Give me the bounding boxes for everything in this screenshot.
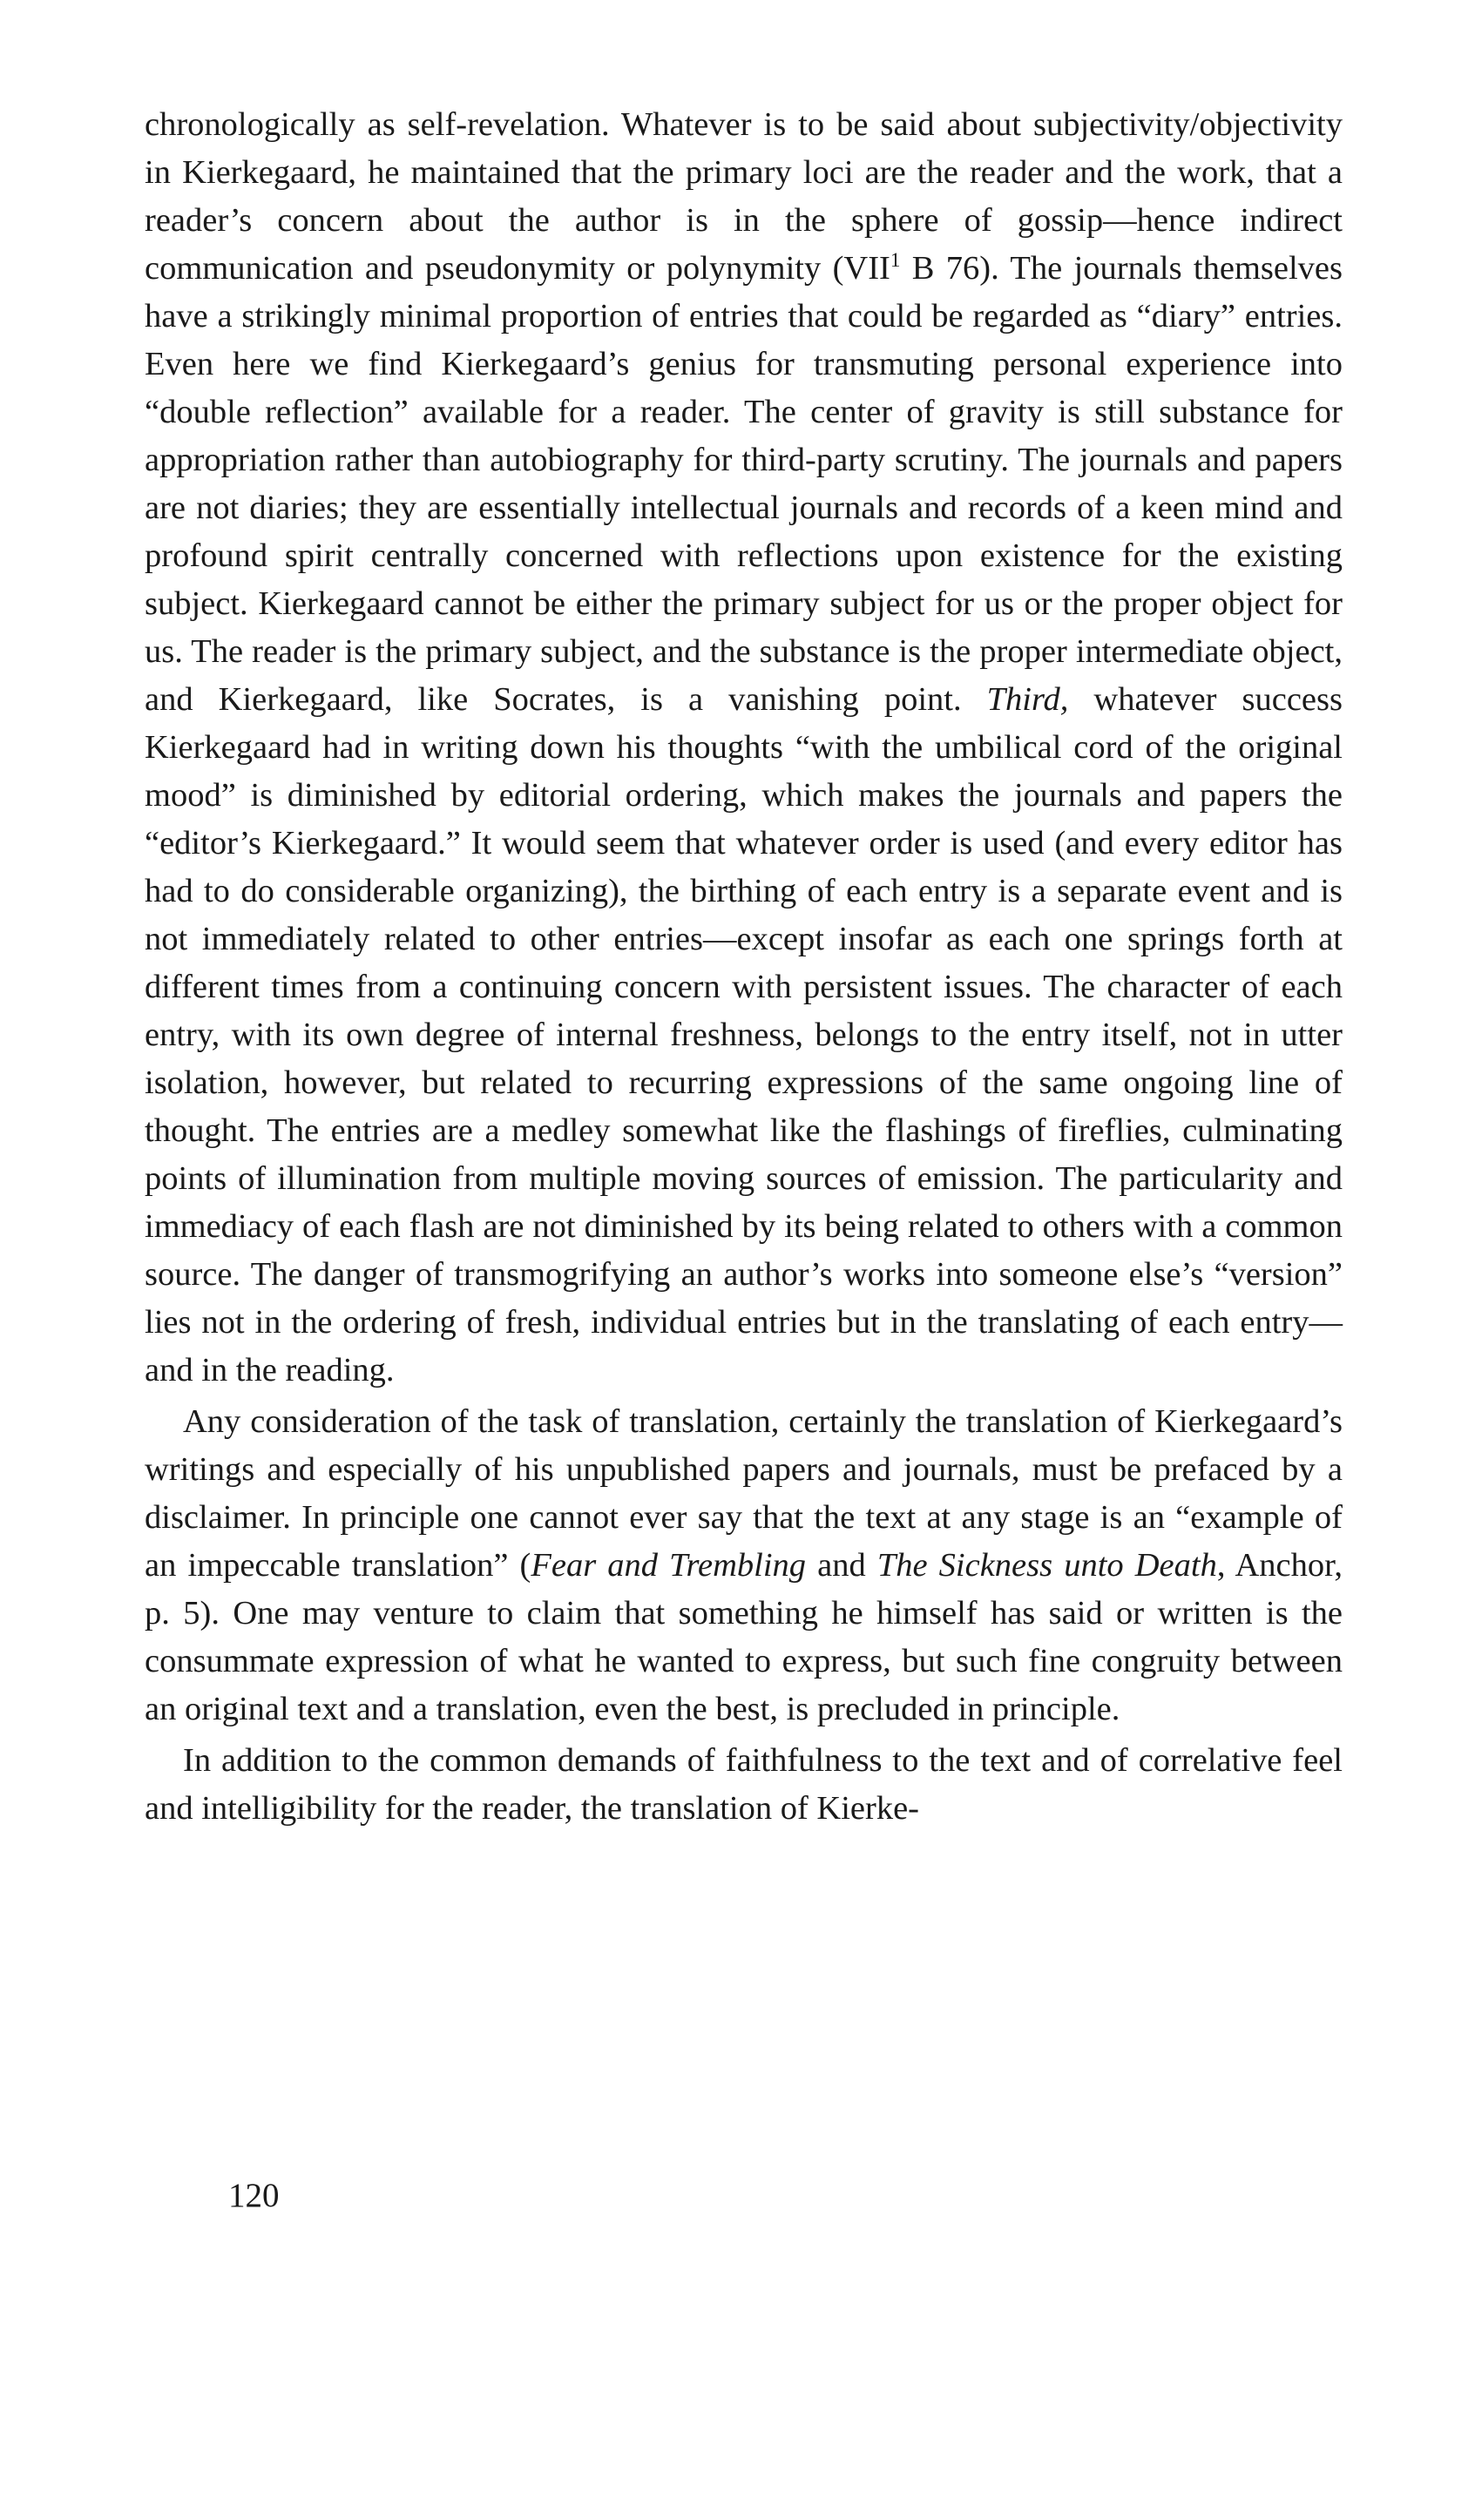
body-paragraph-1 <box>145 101 1343 1395</box>
paragraph-1-text-c: whatever success Kierkegaard had in writing down his thoughts “with the umbilical cord of the original mood” is diminished by editorial ordering, which makes the journals and papers the “editor’s Kierkegaard.” It would seem that whatever order is used (and every editor has had to do considerable organizing), the birthing of each entry is a separate event and is not immediately related to other entries—except insofar as each one springs forth at different times from a continuing concern with persistent issues. The character of each entry, with its own degree of internal freshness, belongs to the entry itself, not in utter isolation, however, but related to recurring expressions of the same ongoing line of thought. The entries are a medley somewhat like the flashings of fireflies, culminating points of illumination from multiple moving sources of emission. The particularity and immediacy of each flash are not diminished by its being related to others with a common source. The danger of transmogrifying an author’s works into someone else’s “version” lies not in the ordering of fresh, individual entries but in the translating of each entry—and in the reading. <box>145 681 1343 1388</box>
paragraph-2-text-a: Any consideration of the task of translation, certainly the translation of Kierkegaard’s writings and especially of his unpublished papers and journals, must be prefaced by a disclaimer. In principle one cannot ever say that the text at any stage is an “example of an impeccable translation” ( <box>145 1403 1343 1584</box>
paragraph-1-text-a: chronologically as self-revelation. Whatever is to be said about subjectivity/objectivity in Kierkegaard, he maintained that the primary loci are the reader and the work, that a reader’s concern about the author is in the sphere of gossip—hence indirect communication and pseudonymity or polynymity (VII <box>145 106 1343 287</box>
body-paragraph-3 <box>145 1737 1343 1833</box>
paragraph-2-italic-title-2: The Sickness unto Death <box>876 1547 1217 1584</box>
paragraph-2-italic-title-1: Fear and Trembling <box>531 1547 807 1584</box>
paragraph-3-text: In addition to the common demands of faithfulness to the text and of correlative feel and intelligibility for the reader, the translation of Kierke- <box>145 1742 1343 1827</box>
page-body <box>145 101 1343 1833</box>
paragraph-2-text-c: , Anchor, p. 5). One may venture to claim that something he himself has said or written is the consummate expression of what he wanted to express, but such fine congruity between an original text and a translation, even the best, is precluded in principle. <box>145 1547 1343 1727</box>
paragraph-1-italic-third: Third, <box>986 681 1069 718</box>
body-paragraph-2 <box>145 1398 1343 1733</box>
paragraph-2-text-b: and <box>806 1547 877 1584</box>
page-number: 120 <box>228 2177 280 2214</box>
paragraph-1-text-b: B 76). The journals themselves have a strikingly minimal proportion of entries that could be regarded as “diary” entries. Even here we find Kierkegaard’s genius for transmuting personal experience into “double reflection” available for a reader. The center of gravity is still substance for appropriation rather than autobiography for third-party scrutiny. The journals and papers are not diaries; they are essentially intellectual journals and records of a keen mind and profound spirit centrally concerned with reflections upon existence for the existing subject. Kierkegaard cannot be either the primary subject for us or the proper object for us. The reader is the primary subject, and the substance is the proper intermediate object, and Kierkegaard, like Socrates, is a vanishing point. <box>145 250 1343 718</box>
superscript-1: 1 <box>890 248 901 272</box>
